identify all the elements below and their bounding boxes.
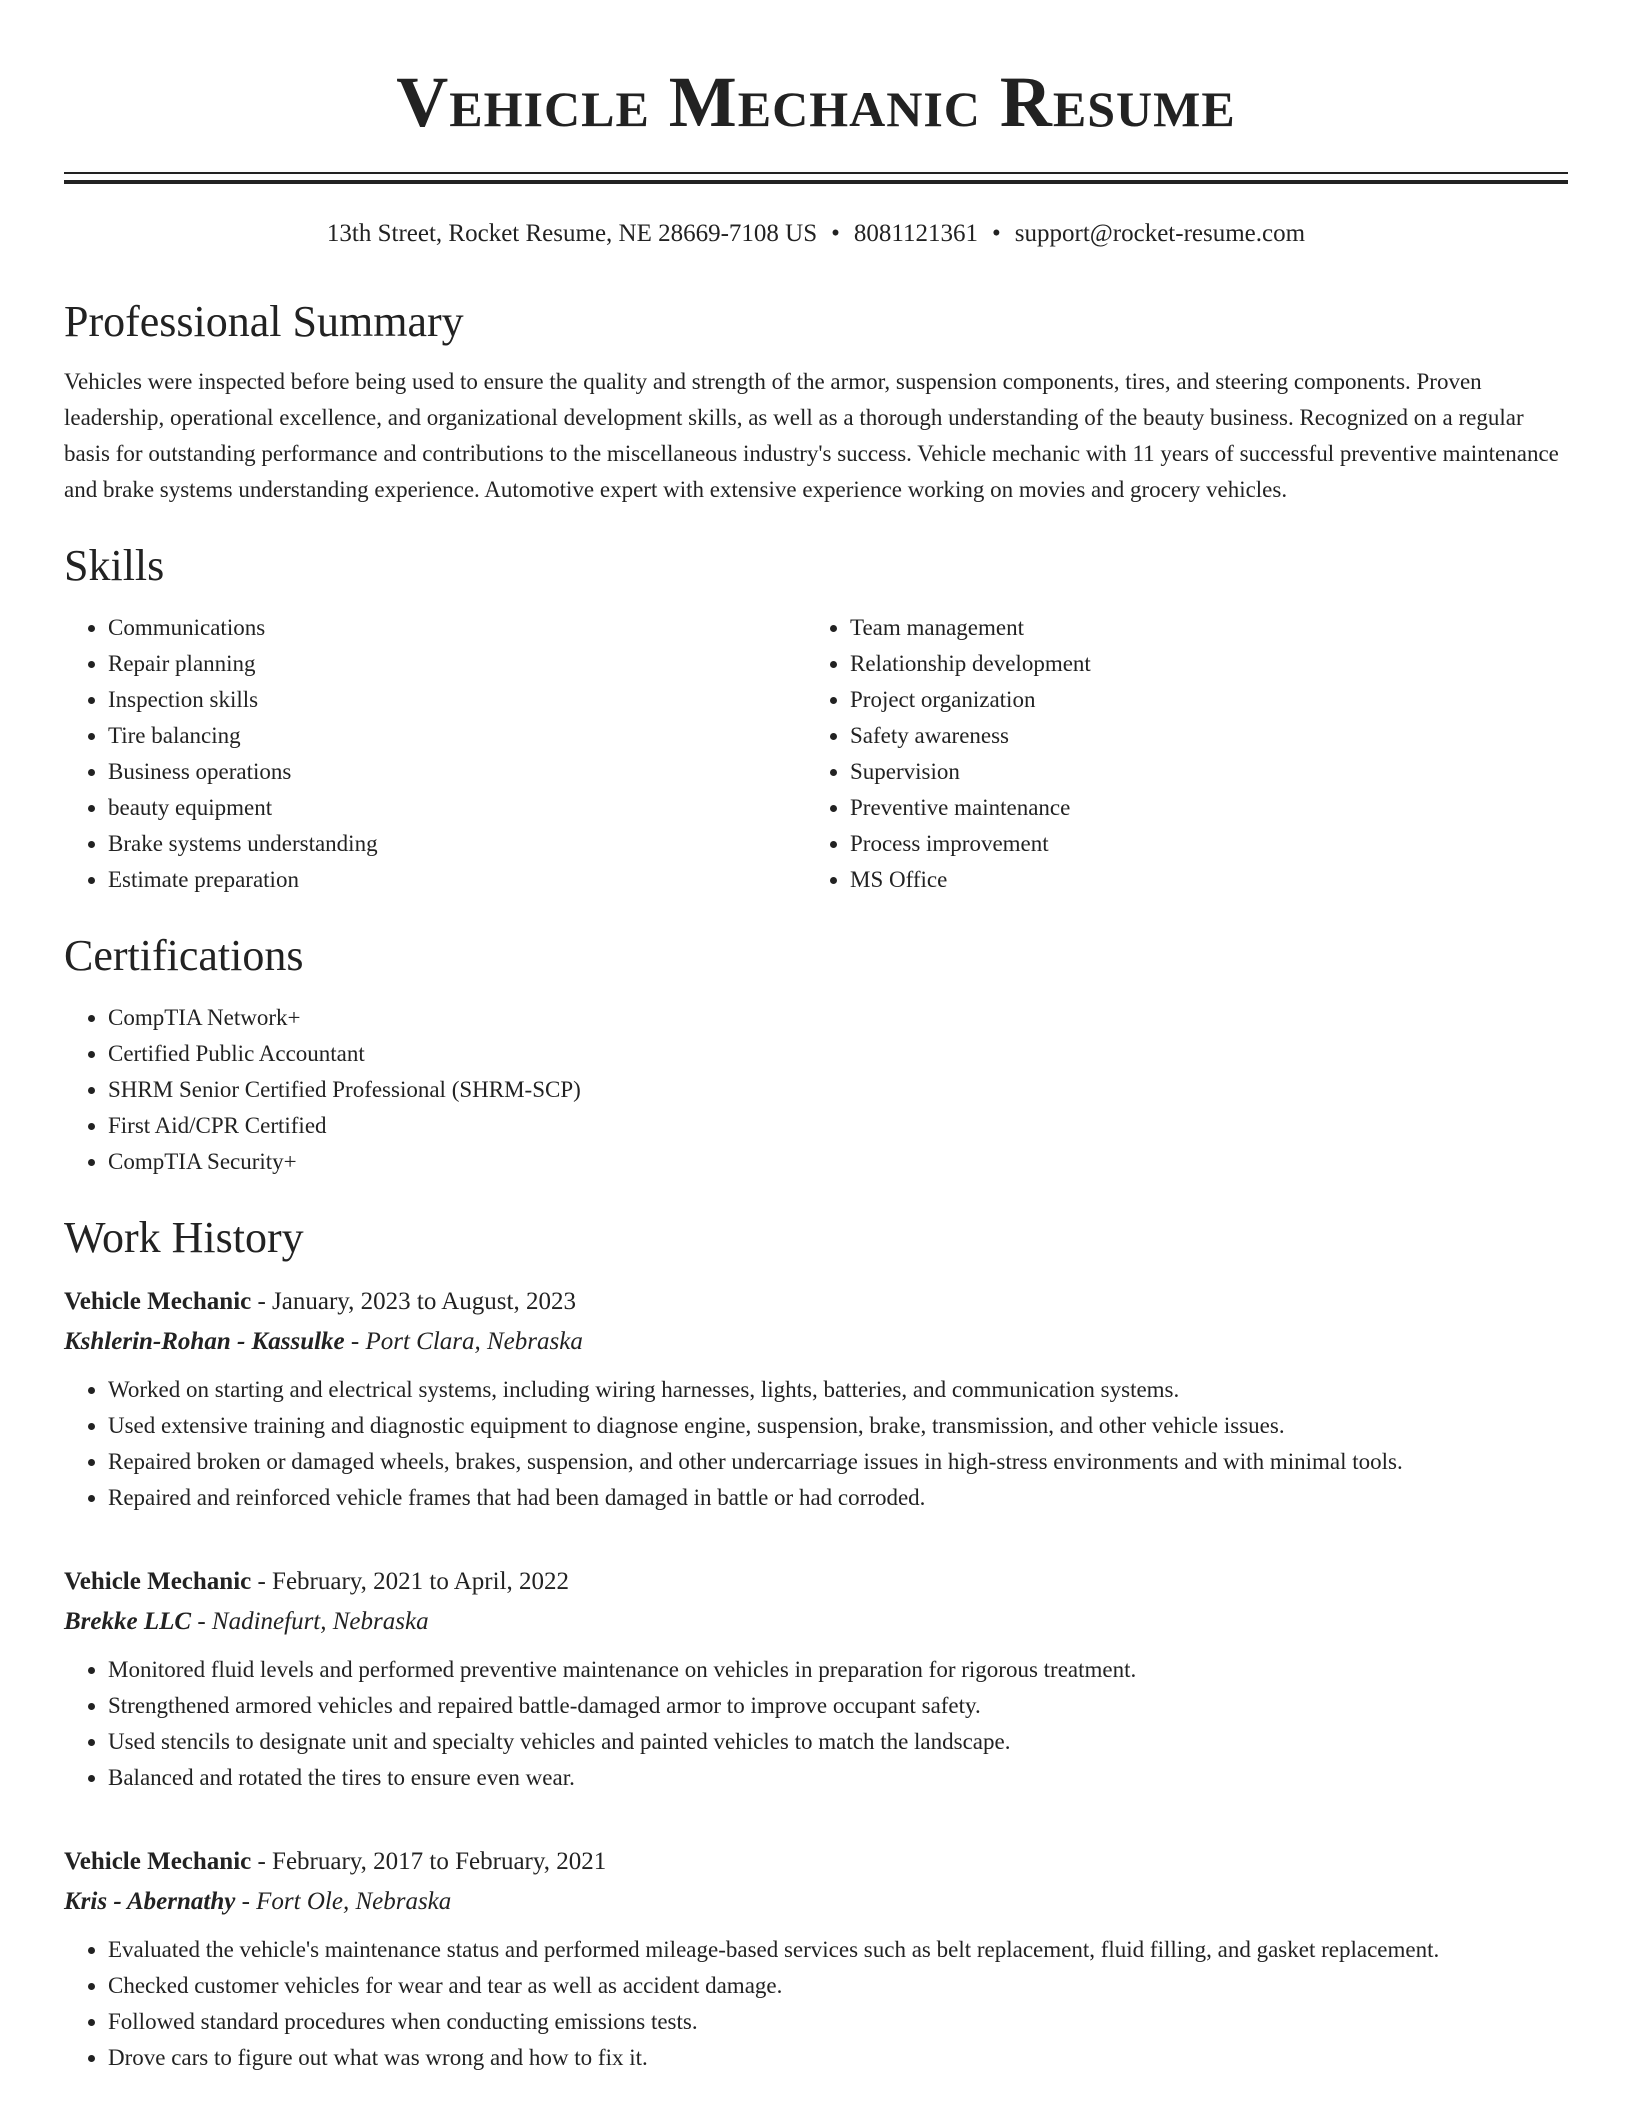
certifications-heading: Certifications — [64, 931, 304, 980]
summary-heading: Professional Summary — [64, 297, 464, 346]
work-history-heading: Work History — [64, 1213, 304, 1262]
summary-section — [64, 294, 1568, 508]
certification-item: • First Aid/CPR Certified — [108, 1108, 1568, 1144]
skill-item: • Team management — [850, 610, 1548, 646]
certification-item: • CompTIA Security+ — [108, 1144, 1568, 1180]
skill-item: • Communications — [108, 610, 806, 646]
job-entry — [64, 1562, 1568, 1796]
divider-thin-line — [64, 172, 1568, 174]
job-dates: - February, 2021 to April, 2022 — [251, 1568, 570, 1595]
job-company: Kshlerin-Rohan - Kassulke — [64, 1328, 345, 1355]
skills-column-right — [806, 610, 1548, 898]
job-duty: • Strengthened armored vehicles and repaired battle-damaged armor to improve occupant safety. — [108, 1688, 1568, 1724]
skill-item: • Project organization — [850, 682, 1548, 718]
job-duty: • Repaired broken or damaged wheels, brakes, suspension, and other undercarriage issues in high-stress environments and with minimal tools. — [108, 1444, 1568, 1480]
resume-title: Vehicle Mechanic Resume — [396, 62, 1236, 142]
contact-separator: • — [992, 220, 1001, 247]
job-location: - Nadinefurt, Nebraska — [191, 1608, 429, 1635]
skill-item: • Tire balancing — [108, 718, 806, 754]
certification-item: • CompTIA Network+ — [108, 1000, 1568, 1036]
skill-item: • Inspection skills — [108, 682, 806, 718]
skill-item: • Supervision — [850, 754, 1548, 790]
skill-item: • Brake systems understanding — [108, 826, 806, 862]
skill-item: • Business operations — [108, 754, 806, 790]
skill-item: • MS Office — [850, 862, 1548, 898]
certifications-section — [64, 928, 1568, 1180]
divider-thick-line — [64, 180, 1568, 184]
job-title: Vehicle Mechanic — [64, 1288, 252, 1315]
skills-section — [64, 538, 1568, 898]
job-duties-list — [64, 1652, 1568, 1796]
skill-item: • Safety awareness — [850, 718, 1548, 754]
skill-item: • Relationship development — [850, 646, 1548, 682]
job-title: Vehicle Mechanic — [64, 1568, 252, 1595]
certifications-list — [64, 1000, 1568, 1180]
skills-list-left — [64, 610, 806, 898]
skill-item: • Process improvement — [850, 826, 1548, 862]
job-location: - Fort Ole, Nebraska — [235, 1888, 452, 1915]
job-duty: • Checked customer vehicles for wear and tear as well as accident damage. — [108, 1968, 1568, 2004]
job-company-line — [64, 1602, 1568, 1642]
certification-item: • SHRM Senior Certified Professional (SHRM-SCP) — [108, 1072, 1568, 1108]
job-duty: • Used extensive training and diagnostic equipment to diagnose engine, suspension, brake, transmission, and other vehicle issues. — [108, 1408, 1568, 1444]
job-company-line — [64, 1882, 1568, 1922]
job-duty: • Drove cars to figure out what was wrong and how to fix it. — [108, 2040, 1568, 2076]
job-duty: • Worked on starting and electrical systems, including wiring harnesses, lights, batteries, and communication systems. — [108, 1372, 1568, 1408]
skill-item: • Repair planning — [108, 646, 806, 682]
summary-text: Vehicles were inspected before being used to ensure the quality and strength of the armor, suspension components, tires, and steering components. Proven leadership, operational excellence, and organizational development skills, as well as a thorough understanding of the beauty business. Recognized on a regular basis for outstanding performance and contributions to the miscellaneous industry's success. Vehicle mechanic with 11 years of successful preventive maintenance and brake systems understanding experience. Automotive expert with extensive experience working on movies and grocery vehicles. — [64, 369, 1559, 502]
contact-separator: • — [831, 220, 840, 247]
skill-item: • Estimate preparation — [108, 862, 806, 898]
job-entry — [64, 1282, 1568, 1516]
job-title-line — [64, 1842, 1568, 1882]
job-duties-list — [64, 1372, 1568, 1516]
job-company: Brekke LLC — [64, 1608, 192, 1635]
work-history-section — [64, 1210, 1568, 2076]
skills-heading: Skills — [64, 541, 165, 590]
title-divider — [64, 172, 1568, 184]
job-dates: - February, 2017 to February, 2021 — [251, 1848, 607, 1875]
job-title-line — [64, 1562, 1568, 1602]
skills-grid — [64, 610, 1568, 898]
certification-item: • Certified Public Accountant — [108, 1036, 1568, 1072]
job-company-line — [64, 1322, 1568, 1362]
contact-address: 13th Street, Rocket Resume, NE 28669-7108 US — [326, 220, 818, 247]
contact-line — [64, 218, 1568, 250]
job-duty: • Evaluated the vehicle's maintenance status and performed mileage-based services such as belt replacement, fluid filling, and gasket replacement. — [108, 1932, 1568, 1968]
job-entry — [64, 1842, 1568, 2076]
job-duty: • Used stencils to designate unit and specialty vehicles and painted vehicles to match the landscape. — [108, 1724, 1568, 1760]
job-duty: • Followed standard procedures when conducting emissions tests. — [108, 2004, 1568, 2040]
job-duty: • Balanced and rotated the tires to ensure even wear. — [108, 1760, 1568, 1796]
job-company: Kris - Abernathy — [64, 1888, 236, 1915]
job-duties-list — [64, 1932, 1568, 2076]
skills-list-right — [806, 610, 1548, 898]
job-title: Vehicle Mechanic — [64, 1848, 252, 1875]
job-location: - Port Clara, Nebraska — [344, 1328, 583, 1355]
job-dates: - January, 2023 to August, 2023 — [251, 1288, 576, 1315]
skill-item: • Preventive maintenance — [850, 790, 1548, 826]
contact-phone: 8081121361 — [853, 220, 978, 247]
job-title-line — [64, 1282, 1568, 1322]
job-duty: • Repaired and reinforced vehicle frames that had been damaged in battle or had corroded. — [108, 1480, 1568, 1516]
job-duty: • Monitored fluid levels and performed preventive maintenance on vehicles in preparation for rigorous treatment. — [108, 1652, 1568, 1688]
skill-item: • beauty equipment — [108, 790, 806, 826]
skills-column-left — [64, 610, 806, 898]
contact-email: support@rocket-resume.com — [1014, 220, 1306, 247]
